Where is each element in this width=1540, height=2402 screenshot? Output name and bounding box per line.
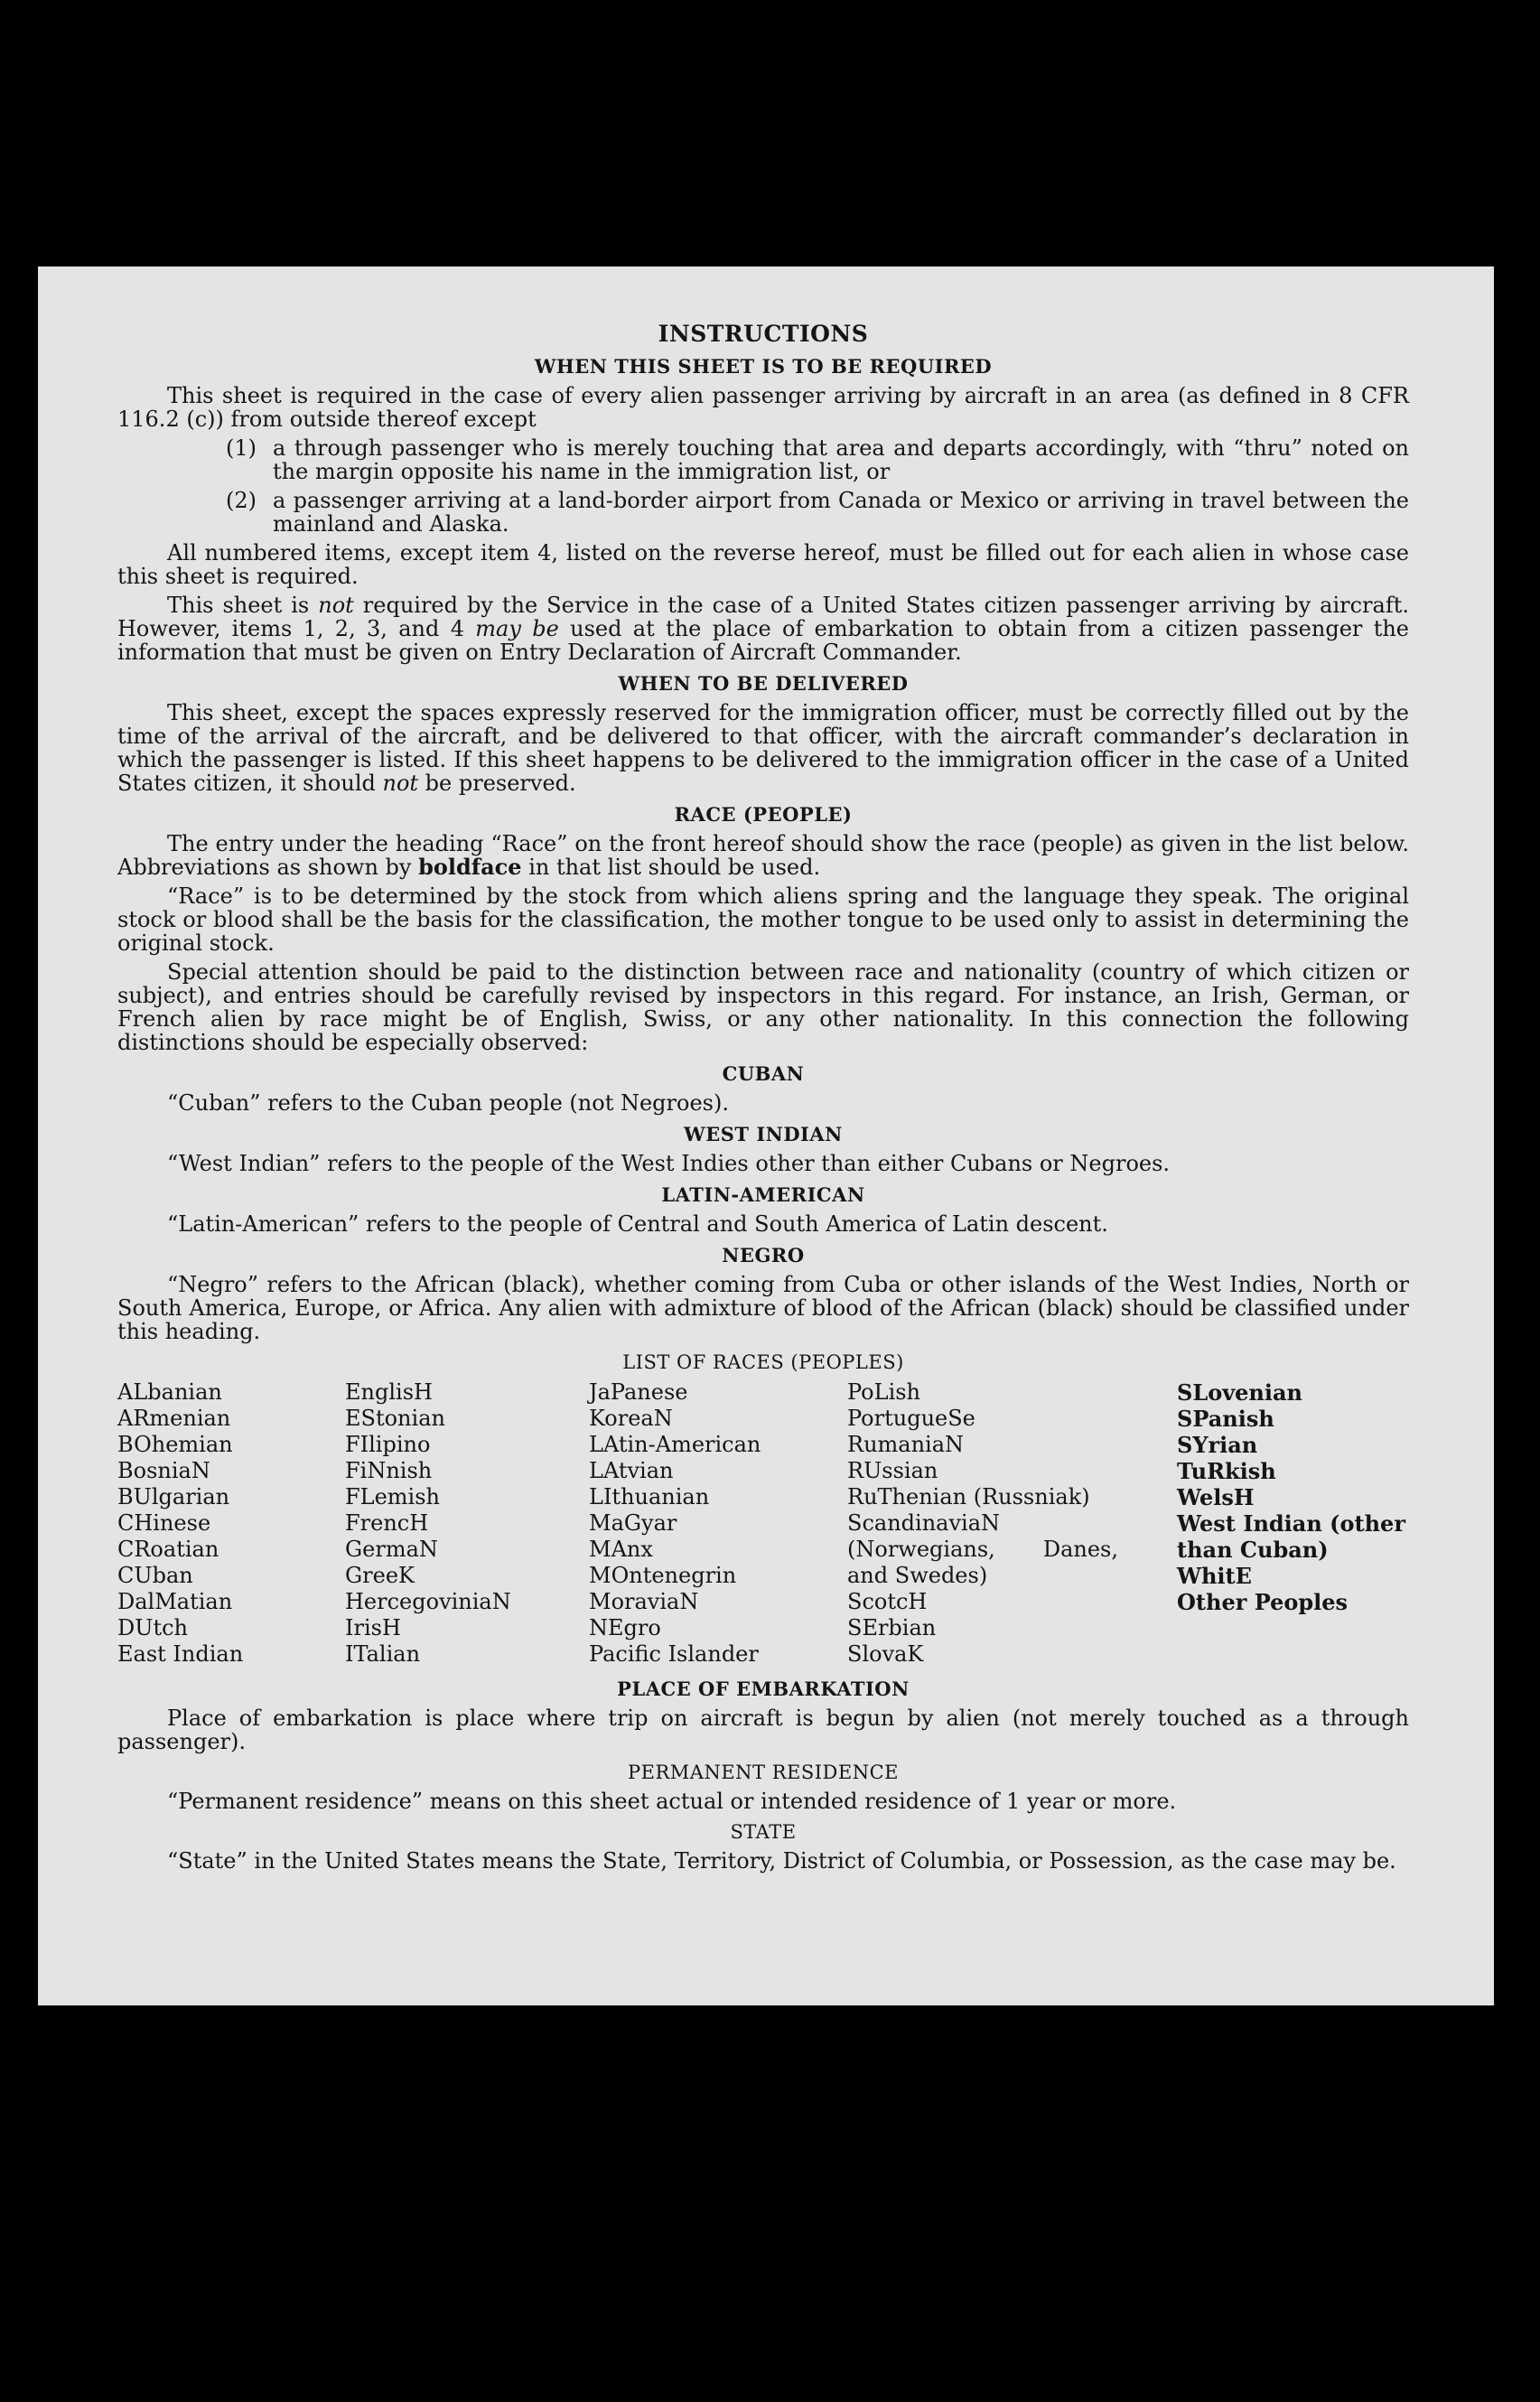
heading-cuban: CUBAN bbox=[722, 1062, 805, 1085]
race-entry: WelsH bbox=[1177, 1484, 1255, 1510]
race-entry: RuThenian (Russniak) bbox=[847, 1484, 1090, 1509]
paragraph: “State” in the United States means the State, Territory, District of Columbia, or Possession, as the case may be. bbox=[167, 1848, 1396, 1874]
race-entry: Pacific Islander bbox=[589, 1641, 759, 1667]
list-item bbox=[117, 436, 1409, 483]
paragraph: Special attention should be paid to the distinction between race and nationality (country of which citizen or subject), and entries should be carefully revised by inspectors in this regard. For instance, an Irish, German, or French alien by race might be of English, Swiss, or any other nationality. In this connection the following distinctions should be especially observed: bbox=[117, 959, 1409, 1055]
race-entry: FiNnish bbox=[345, 1458, 433, 1483]
race-entry: ScotcH bbox=[847, 1589, 928, 1614]
race-entry: DalMatian bbox=[117, 1589, 233, 1614]
race-entry: FLemish bbox=[345, 1484, 440, 1509]
race-entry: RumaniaN bbox=[847, 1432, 965, 1457]
race-entry: SErbian bbox=[847, 1615, 937, 1640]
heading-permanent-residence: PERMANENT RESIDENCE bbox=[628, 1762, 899, 1783]
race-entry: West Indian (other than Cuban) bbox=[1177, 1510, 1405, 1563]
race-entry: PoLish bbox=[847, 1379, 921, 1405]
paragraph: “Latin-American” refers to the people of Central and South America of Latin descent. bbox=[167, 1211, 1108, 1237]
races-list bbox=[117, 1379, 1409, 1678]
item-number: (2) bbox=[226, 488, 257, 513]
race-entry: ITalian bbox=[345, 1641, 421, 1667]
race-entry: MOntenegrin bbox=[589, 1563, 737, 1588]
race-entry: CUban bbox=[117, 1563, 193, 1588]
race-entry: SLovenian bbox=[1177, 1379, 1302, 1406]
race-entry: LIthuanian bbox=[589, 1484, 710, 1509]
paragraph: “Race” is to be determined by the stock from which aliens spring and the language they speak. The original stock or blood shall be the basis for the classification, the mother tongue to be used only to assist in determining the original stock. bbox=[117, 883, 1409, 956]
heading-list-of-races: LIST OF RACES (PEOPLES) bbox=[622, 1351, 904, 1373]
races-column bbox=[847, 1379, 1118, 1668]
race-entry: JaPanese bbox=[589, 1379, 688, 1405]
races-column bbox=[1177, 1379, 1412, 1615]
race-entry: MaGyar bbox=[589, 1510, 677, 1536]
paragraph: All numbered items, except item 4, listed on the reverse hereof, must be filled out for each alien in whose case this sheet is required. bbox=[117, 540, 1409, 589]
paragraph: Place of embarkation is place where trip on aircraft is begun by alien (not merely touched as a through passenger). bbox=[117, 1706, 1409, 1754]
item-text: a through passenger who is merely touching that area and departs accordingly, with “thru” noted on the margin opposite his name in the immigration list, or bbox=[273, 435, 1409, 484]
heading-embarkation: PLACE OF EMBARKATION bbox=[617, 1678, 910, 1700]
race-entry: TuRkish bbox=[1177, 1458, 1276, 1484]
race-entry: LAtvian bbox=[589, 1458, 674, 1483]
heading-negro: NEGRO bbox=[722, 1244, 805, 1266]
instruction-sheet bbox=[38, 266, 1494, 2005]
race-entry: WhitE bbox=[1177, 1563, 1252, 1589]
item-number: (1) bbox=[226, 435, 257, 461]
page-title: INSTRUCTIONS bbox=[658, 321, 869, 347]
race-entry: Other Peoples bbox=[1177, 1589, 1349, 1615]
race-entry: CHinese bbox=[117, 1510, 211, 1536]
paragraph: “West Indian” refers to the people of the West Indies other than either Cubans or Negroes. bbox=[167, 1151, 1171, 1176]
race-entry: FrencH bbox=[345, 1510, 429, 1536]
race-entry: MAnx bbox=[589, 1537, 653, 1562]
paragraph: “Cuban” refers to the Cuban people (not Negroes). bbox=[167, 1090, 729, 1116]
item-text: a passenger arriving at a land-border airport from Canada or Mexico or arriving in travel between the mainland and Alaska. bbox=[273, 488, 1409, 537]
race-entry: GermaN bbox=[345, 1537, 438, 1562]
race-entry: LAtin-American bbox=[589, 1432, 761, 1457]
race-entry: DUtch bbox=[117, 1615, 189, 1640]
race-entry: IrisH bbox=[345, 1615, 401, 1640]
paragraph: This sheet is not required by the Service in the case of a United States citizen passenger arriving by aircraft. However, items 1, 2, 3, and 4 may be used at the place of embarkation to obtain from a citizen passenger the information that must be given on Entry Declaration of Aircraft Commander. bbox=[117, 593, 1409, 665]
paragraph: “Permanent residence” means on this sheet actual or intended residence of 1 year or more. bbox=[167, 1789, 1177, 1814]
races-column bbox=[117, 1379, 243, 1668]
race-entry: KoreaN bbox=[589, 1406, 673, 1431]
race-entry: NEgro bbox=[589, 1615, 661, 1640]
race-entry: East Indian bbox=[117, 1641, 244, 1667]
race-entry: BUlgarian bbox=[117, 1484, 230, 1509]
heading-race: RACE (PEOPLE) bbox=[674, 803, 853, 826]
paragraph: This sheet, except the spaces expressly reserved for the immigration officer, must be correctly filled out by the time of the arrival of the aircraft, and be delivered to that officer, with the aircraft commander’s declaration in which the passenger is listed. If this sheet happens to be delivered to the immigration officer in the case of a United States citizen, it should not be preserved. bbox=[117, 700, 1409, 796]
race-entry: SPanish bbox=[1177, 1406, 1274, 1432]
race-entry: EStonian bbox=[345, 1406, 445, 1431]
race-entry: FIlipino bbox=[345, 1432, 431, 1457]
race-entry: HercegoviniaN bbox=[345, 1589, 511, 1614]
races-column bbox=[345, 1379, 511, 1668]
race-entry: GreeK bbox=[345, 1563, 415, 1588]
race-entry: MoraviaN bbox=[589, 1589, 699, 1614]
race-entry: RUssian bbox=[847, 1458, 938, 1483]
heading-latin-american: LATIN-AMERICAN bbox=[661, 1183, 865, 1206]
race-entry: CRoatian bbox=[117, 1537, 219, 1562]
heading-west-indian: WEST INDIAN bbox=[684, 1123, 843, 1145]
race-entry: SYrian bbox=[1177, 1432, 1258, 1458]
race-entry: PortugueSe bbox=[847, 1406, 975, 1431]
paragraph: “Negro” refers to the African (black), whether coming from Cuba or other islands of the West Indies, North or South America, Europe, or Africa. Any alien with admixture of blood of the African (black) should be classified under this heading. bbox=[117, 1272, 1409, 1344]
race-entry: BOhemian bbox=[117, 1432, 233, 1457]
heading-state: STATE bbox=[730, 1821, 797, 1843]
race-entry: EnglisH bbox=[345, 1379, 433, 1405]
heading-when-required: WHEN THIS SHEET IS TO BE REQUIRED bbox=[534, 355, 993, 378]
race-entry: BosniaN bbox=[117, 1458, 210, 1483]
race-entry: SlovaK bbox=[847, 1641, 924, 1667]
paragraph: The entry under the heading “Race” on the front hereof should show the race (people) as given in the list below. Abbreviations as shown by boldface in that list should be used. bbox=[117, 831, 1409, 880]
paragraph: This sheet is required in the case of every alien passenger arriving by aircraft in an area (as defined in 8 CFR 116.2 (c)) from outside thereof except bbox=[117, 383, 1409, 432]
race-entry: ARmenian bbox=[117, 1406, 231, 1431]
list-item bbox=[117, 489, 1409, 536]
races-column bbox=[589, 1379, 761, 1668]
race-entry: ScandinaviaN (Norwegians, Danes, and Swedes) bbox=[847, 1510, 1118, 1588]
race-entry: ALbanian bbox=[117, 1379, 222, 1405]
heading-when-delivered: WHEN TO BE DELIVERED bbox=[618, 672, 909, 695]
